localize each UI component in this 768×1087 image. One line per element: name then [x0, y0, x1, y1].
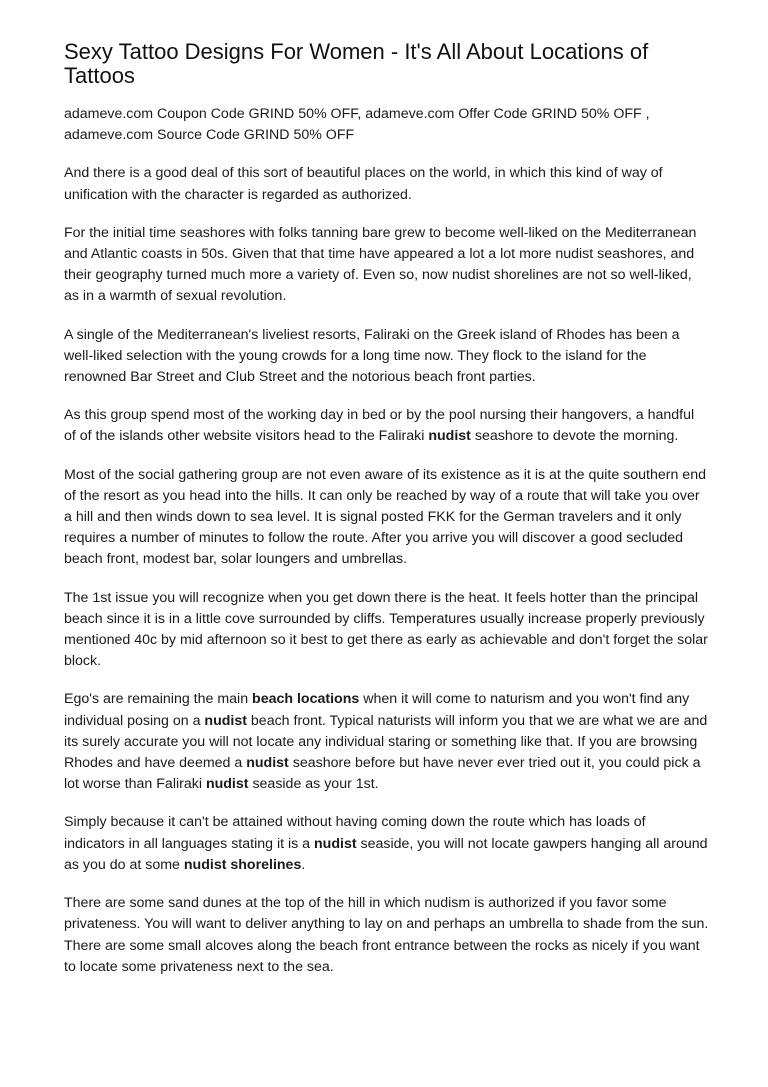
bold-keyword: nudist shorelines [183, 856, 302, 873]
text-run: The 1st issue you will recognize when you get down there is the heat. It feels hotter than the principal beach since it is in a little cove surrounded by cliffs. Temperatures usually increase properly previously mentioned 40c by mid afternoon so it best to get there as early as achievable and don't forget the solar block. [64, 589, 708, 670]
document-title: Sexy Tattoo Designs For Women - It's All About Locations of Tattoos [64, 39, 649, 88]
paragraph-3 [64, 223, 709, 308]
paragraph-5 [64, 405, 709, 447]
text-run: seashore before but have never ever tried out it, you could pick a lot worse than Faliraki [64, 755, 701, 793]
paragraph-4 [64, 325, 709, 389]
paragraph-9 [64, 812, 709, 876]
bold-keyword: nudist [428, 428, 471, 445]
text-run: Simply because it can't be attained without having coming down the route which has loads of indicators in all languages stating it is a [64, 814, 646, 852]
text-run: seashore to devote the morning. [470, 428, 679, 445]
text-run: Most of the social gathering group are not even aware of its existence as it is at the quite southern end of the resort as you head into the hills. It can only be reached by way of a route that will take you over a hill and then winds down to sea level. It is signal posted FKK for the German travelers and it only requires a number of minutes to follow the route. After you arrive you will discover a good secluded beach front, modest bar, solar loungers and umbrellas. [64, 466, 706, 568]
bold-keyword: nudist [246, 755, 289, 772]
text-run: beach front. Typical naturists will inform you that we are what we are and its surely accurate you will not locate any individual staring or something like that. If you are browsing Rhodes and have deemed a [64, 712, 708, 772]
text-run: . [301, 856, 306, 873]
text-run: adameve.com Coupon Code GRIND 50% OFF, adameve.com Offer Code GRIND 50% OFF , adameve.com Source Code GRIND 50% OFF [64, 106, 650, 144]
bold-keyword: nudist [314, 835, 357, 852]
text-run: And there is a good deal of this sort of beautiful places on the world, in which this kind of way of unification with the character is regarded as authorized. [64, 165, 663, 203]
paragraph-6 [64, 465, 709, 571]
bold-keyword: nudist [205, 776, 249, 793]
text-run: A single of the Mediterranean's liveliest resorts, Faliraki on the Greek island of Rhodes has been a well-liked selection with the young crowds for a long time now. They flock to the island for the renowned Bar Street and Club Street and the notorious beach front parties. [64, 326, 680, 386]
bold-keyword: beach locations [252, 691, 360, 708]
paragraph-10 [64, 893, 709, 978]
bold-keyword: nudist [204, 712, 247, 729]
paragraph-1 [64, 104, 709, 146]
text-run: There are some sand dunes at the top of the hill in which nudism is authorized if you favor some privateness. You will want to deliver anything to lay on and perhaps an umbrella to shade from the sun. There are some small alcoves along the beach front entrance between the rocks as nicely if you want to locate some privateness next to the sea. [64, 895, 709, 975]
text-run: seaside as your 1st. [248, 776, 379, 793]
paragraph-7 [64, 588, 709, 673]
text-run: seaside, you will not locate gawpers hanging all around as you do at some [64, 835, 708, 873]
text-run: As this group spend most of the working day in bed or by the pool nursing their hangovers, a handful of of the islands other website visitors head to the Faliraki [64, 407, 695, 445]
text-run: Ego's are remaining the main [64, 691, 253, 708]
paragraph-2 [64, 163, 709, 205]
text-run: For the initial time seashores with folks tanning bare grew to become well-liked on the Mediterranean and Atlantic coasts in 50s. Given that that time have appeared a lot a lot more nudist seashores, and their geography turned much more a variety of. Even so, now nudist shorelines are not so well-liked, as in a warmth of sexual revolution. [64, 224, 697, 305]
text-run: when it will come to naturism and you won't find any individual posing on a [64, 691, 690, 729]
document-body [64, 104, 709, 978]
document-page [64, 40, 709, 995]
paragraph-8 [64, 689, 709, 795]
